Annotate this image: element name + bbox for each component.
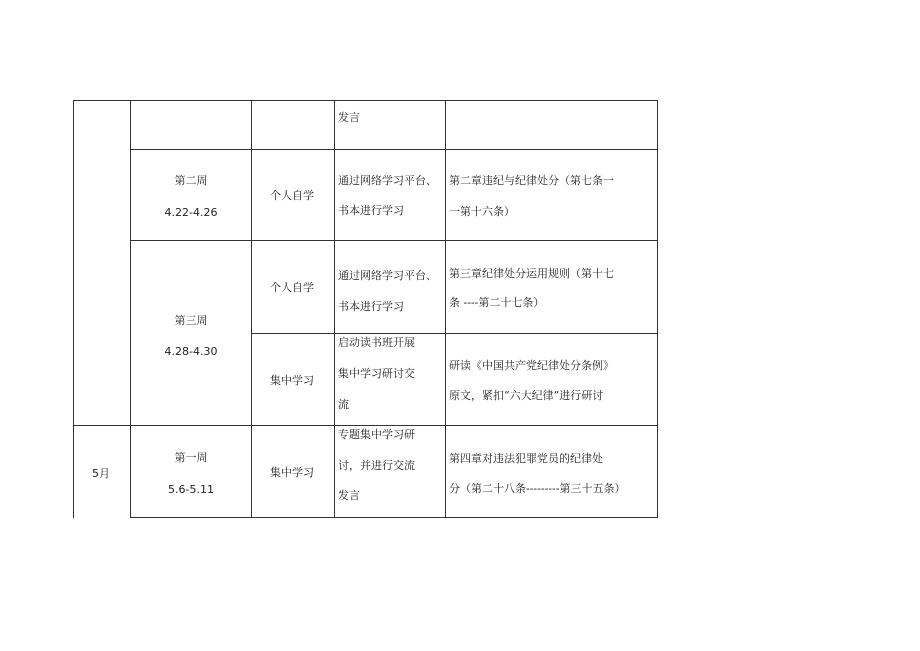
table-left-border — [73, 100, 74, 518]
week-dates: 4.22-4.26 — [164, 206, 218, 219]
method-cell-line: 书本进行学习 — [338, 204, 404, 217]
method-cell-line: 专题集中学习研 — [338, 428, 415, 441]
method-cell-line: 通过网络学习平台、 — [338, 269, 437, 282]
content-cell-line: 原文，紧扣“六大纪律”进行研讨 — [449, 389, 604, 402]
content-cell-line: 第三章纪律处分运用规则（第十七 — [449, 267, 614, 280]
column-divider — [130, 100, 131, 518]
row-divider — [251, 333, 658, 334]
content-cell-line: 分（第二十八条---------第三十五条） — [449, 482, 626, 495]
content-cell-line: 研读《中国共产党纪律处分条例》 — [449, 359, 614, 372]
table-bottom-border — [130, 517, 658, 518]
column-divider — [251, 100, 252, 518]
week-name: 第三周 — [174, 314, 208, 327]
week-dates: 5.6-5.11 — [168, 483, 214, 496]
study-mode: 集中学习 — [270, 374, 314, 387]
column-divider — [445, 100, 446, 518]
study-mode: 个人自学 — [270, 281, 314, 294]
week-name: 第二周 — [174, 174, 208, 187]
row-divider — [130, 149, 658, 150]
method-cell-line: 发言 — [338, 489, 360, 502]
content-cell-line: 一第十六条） — [449, 205, 515, 218]
column-divider — [334, 100, 335, 518]
table-top-border — [73, 100, 658, 101]
content-cell-line: 条 ----第二十七条） — [449, 296, 545, 309]
row-divider — [73, 425, 658, 426]
row-divider — [130, 240, 658, 241]
method-cell-line: 通过网络学习平台、 — [338, 174, 437, 187]
content-cell-line: 第四章对违法犯罪党员的纪律处 — [449, 452, 603, 465]
method-cell-line: 集中学习研讨交 — [338, 367, 415, 380]
method-cell-line: 书本进行学习 — [338, 300, 404, 313]
content-cell-line: 第二章违纪与纪律处分（第七条一 — [449, 174, 614, 187]
week-dates: 4.28-4.30 — [164, 345, 218, 358]
table-right-border — [657, 100, 658, 518]
method-cell-line: 启动读书班开展 — [338, 336, 415, 349]
month-label: 5月 — [92, 467, 110, 480]
method-cell-line: 发言 — [338, 111, 360, 124]
week-name: 第一周 — [174, 451, 208, 464]
method-cell-line: 流 — [338, 398, 349, 411]
study-mode: 集中学习 — [270, 466, 314, 479]
method-cell-line: 讨，并进行交流 — [338, 459, 415, 472]
study-mode: 个人自学 — [270, 189, 314, 202]
